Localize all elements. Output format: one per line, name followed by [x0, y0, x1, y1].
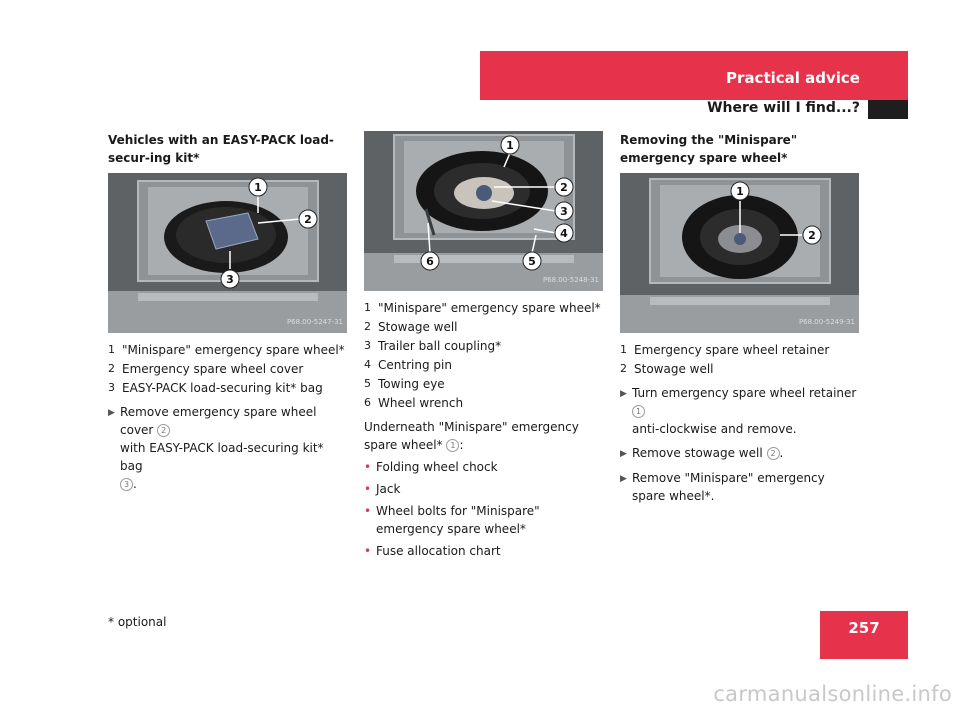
- legend-item: [364, 318, 604, 336]
- step-arrow-icon: ▶: [620, 389, 627, 399]
- legend-text: "Minispare" emergency spare wheel*: [378, 301, 601, 315]
- bullet-icon: •: [364, 482, 372, 496]
- legend-item: [620, 360, 860, 378]
- section-title: Practical advice: [726, 69, 860, 87]
- legend-text: Emergency spare wheel retainer: [634, 343, 830, 357]
- legend-number: 1: [620, 343, 627, 356]
- legend-number: 2: [108, 362, 115, 375]
- legend-text: Wheel wrench: [378, 396, 464, 410]
- legend-item: [108, 379, 348, 397]
- figure-code: P68.00-5249-31: [798, 318, 855, 326]
- page-subtitle: Where will I find...?: [707, 100, 860, 116]
- step-arrow-icon: ▶: [620, 474, 627, 484]
- svg-text:4: 4: [560, 227, 568, 240]
- legend-item: [364, 356, 604, 374]
- legend-text: Centring pin: [378, 358, 452, 372]
- legend-item: [108, 341, 348, 359]
- bullet-icon: •: [364, 544, 372, 558]
- page-number: 257: [848, 619, 880, 637]
- legend-number: 3: [108, 381, 115, 394]
- underneath-paragraph: Underneath "Minispare" emergency spare wheel* 1 :: [364, 420, 579, 452]
- step-arrow-icon: ▶: [620, 449, 627, 459]
- figure-easy-pack: [108, 173, 347, 333]
- figure-code: P68.00-5248-31: [542, 276, 599, 284]
- svg-text:6: 6: [426, 255, 434, 268]
- step-text: Turn emergency spare wheel retainer 1 anti-clockwise and remove.: [632, 386, 857, 436]
- svg-text:3: 3: [560, 205, 568, 218]
- reference-number: 2: [767, 447, 780, 460]
- legend-item: [364, 337, 604, 355]
- footnote: * optional: [108, 615, 167, 629]
- legend-text: Stowage well: [634, 362, 714, 376]
- instruction-step: [620, 469, 860, 505]
- legend-item: [364, 375, 604, 393]
- legend-text: "Minispare" emergency spare wheel*: [122, 343, 345, 357]
- instruction-step: [620, 384, 860, 438]
- middle-column: [364, 131, 604, 560]
- right-legend: [620, 341, 860, 378]
- legend-text: Trailer ball coupling*: [378, 339, 502, 353]
- svg-text:1: 1: [254, 181, 262, 194]
- header-marker: [868, 100, 908, 119]
- legend-item: [620, 341, 860, 359]
- bullet-item: • Fuse allocation chart: [364, 544, 501, 558]
- reference-number: 1: [446, 439, 459, 452]
- left-title: Vehicles with an EASY-PACK load-secur-ing kit*: [108, 133, 334, 165]
- right-title: Removing the "Minispare" emergency spare wheel*: [620, 133, 798, 165]
- svg-text:1: 1: [736, 185, 744, 198]
- legend-number: 3: [364, 339, 371, 352]
- legend-item: [364, 299, 604, 317]
- svg-text:5: 5: [528, 255, 536, 268]
- left-legend: [108, 341, 348, 397]
- step-text: Remove stowage well 2 .: [632, 446, 784, 460]
- middle-legend: [364, 299, 604, 412]
- svg-text:2: 2: [808, 229, 816, 242]
- section-header-bar: [480, 51, 908, 100]
- step-text: Remove emergency spare wheel cover 2 with EASY-PACK load-securing kit* bag 3 .: [120, 405, 324, 491]
- figure-minispare-well: [364, 131, 603, 291]
- legend-text: Stowage well: [378, 320, 458, 334]
- reference-number: 3: [120, 478, 133, 491]
- legend-number: 1: [364, 301, 371, 314]
- legend-number: 2: [364, 320, 371, 333]
- left-column: [108, 131, 348, 493]
- legend-number: 6: [364, 396, 371, 409]
- legend-number: 4: [364, 358, 371, 371]
- bullet-icon: •: [364, 504, 372, 518]
- svg-text:2: 2: [304, 213, 312, 226]
- instruction-step: [620, 444, 860, 463]
- legend-text: Towing eye: [378, 377, 445, 391]
- reference-number: 1: [632, 405, 645, 418]
- bullet-item: • Jack: [364, 482, 401, 496]
- bullet-icon: •: [364, 460, 372, 474]
- reference-number: 2: [157, 424, 170, 437]
- watermark: carmanualsonline.info: [713, 682, 952, 706]
- figure-wheel-retainer: [620, 173, 859, 333]
- right-column: [620, 131, 860, 505]
- page-number-box: [820, 611, 908, 659]
- legend-item: [364, 394, 604, 412]
- instruction-step: [108, 403, 348, 493]
- legend-number: 1: [108, 343, 115, 356]
- step-arrow-icon: ▶: [108, 408, 115, 418]
- legend-text: EASY-PACK load-securing kit* bag: [122, 381, 323, 395]
- svg-text:2: 2: [560, 181, 568, 194]
- bullet-item: • Folding wheel chock: [364, 460, 498, 474]
- legend-number: 2: [620, 362, 627, 375]
- svg-text:3: 3: [226, 273, 234, 286]
- figure-code: P68.00-5247-31: [286, 318, 343, 326]
- svg-text:1: 1: [506, 139, 514, 152]
- legend-number: 5: [364, 377, 371, 390]
- legend-item: [108, 360, 348, 378]
- legend-text: Emergency spare wheel cover: [122, 362, 304, 376]
- step-text: Remove "Minispare" emergency spare wheel*.: [632, 471, 825, 503]
- bullet-item: • Wheel bolts for "Minispare" emergency spare wheel*: [364, 504, 540, 536]
